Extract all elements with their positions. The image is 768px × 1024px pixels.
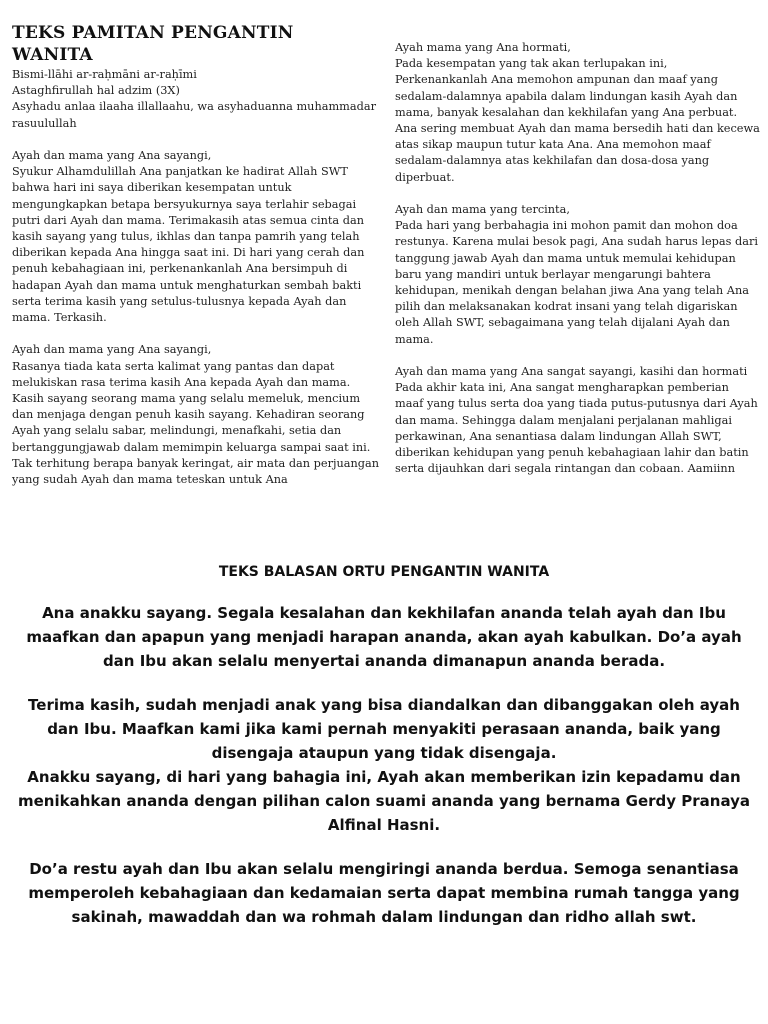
farewell-paragraph: Ayah dan mama yang tercinta, Pada hari yang berbahagia ini mohon pamit dan mohon doa restunya. Karena mulai besok pagi, Ana sudah harus lepas dari tanggung jawab Ayah dan mama untuk memulai kehidupan baru yang mandiri untuk berlayar mengarungi bahtera kehidupan, menikah dengan belahan jiwa Ana yang telah Ana pilih dan melaksanakan kodrat insani yang telah digariskan oleh Allah SWT, sebagaimana yang telah dijalani Ayah dan mama.	[395, 203, 758, 346]
opening-prayer-paragraph: Bismi-llāhi ar-raḥmāni ar-raḥīmi Astaghfirullah hal adzim (3X) Asyhadu anlaa ilaaha illallaahu, wa asyhaduanna muhammadar rasuulullah	[12, 68, 376, 130]
gratitude-paragraph: Ayah dan mama yang Ana sayangi, Syukur Alhamdulillah Ana panjatkan ke hadirat Allah SWT bahwa hari ini saya diberikan kesempatan untuk mengungkapkan betapa bersyukurnya saya terlahir sebagai putri dari Ayah dan mama. Terimakasih atas semua cinta dan kasih sayang yang tulus, ikhlas dan tanpa pamrih yang telah diberikan kepada Ana hingga saat ini. Di hari yang cerah dan penuh kebahagiaan ini, perkenankanlah Ana bersimpuh di hadapan Ayah dan mama untuk menghaturkan sembah bakti serta terima kasih yang setulus-tulusnya kepada Ayah dan mama. Terkasih.	[12, 149, 365, 325]
reply-paragraph-forgiveness: Ana anakku sayang. Segala kesalahan dan kekhilafan ananda telah ayah dan Ibu maafkan dan apapun yang menjadi harapan ananda, akan ayah kabulkan. Do’a ayah dan Ibu akan selalu menyertai ananda dimanapun ananda berada.	[26, 604, 742, 670]
reply-section	[10, 562, 758, 949]
reply-paragraph-blessing: Do’a restu ayah dan Ibu akan selalu mengiringi ananda berdua. Semoga senantiasa memperoleh kebahagiaan dan kedamaian serta dapat membina rumah tangga yang sakinah, mawaddah dan wa rohmah dalam lindungan dan ridho allah swt.	[28, 860, 740, 926]
reply-paragraph-permission: Anakku sayang, di hari yang bahagia ini, Ayah akan memberikan izin kepadamu dan menikahkan ananda dengan pilihan calon suami ananda yang bernama Gerdy Pranaya Alfinal Hasni.	[17, 768, 751, 834]
closing-paragraph: Ayah dan mama yang Ana sangat sayangi, kasihi dan hormati Pada akhir kata ini, Ana sangat mengharapkan pemberian maaf yang tulus serta doa yang tiada putus-putusnya dari Ayah dan mama. Sehingga dalam menjalani perjalanan mahligai perkawinan, Ana senantiasa dalam lindungan Allah SWT, diberikan kehidupan yang penuh kebahagiaan lahir dan batin serta dijauhkan dari segala rintangan dan cobaan. Aamiinn	[395, 365, 758, 476]
reply-title: TEKS BALASAN ORTU PENGANTIN WANITA	[218, 564, 550, 580]
right-column	[395, 40, 760, 494]
apology-paragraph: Ayah mama yang Ana hormati, Pada kesempatan yang tak akan terlupakan ini, Perkenankanlah Ana memohon ampunan dan maaf yang sedalam-dalamnya apabila dalam lindungan kasih Ayah dan mama, banyak kesalahan dan kekhilafan yang Ana perbuat. Ana sering membuat Ayah dan mama bersedih hati dan kecewa atas sikap maupun tutur kata Ana. Ana memohon maaf sedalam-dalamnya atas kekhilafan dan dosa-dosa yang diperbuat.	[395, 41, 760, 184]
left-column	[12, 22, 380, 504]
reply-paragraph-thanks: Terima kasih, sudah menjadi anak yang bisa diandalkan dan dibanggakan oleh ayah dan Ibu. Maafkan kami jika kami pernah menyakiti perasaan ananda, baik yang disengaja ataupun yang tidak disengaja.	[28, 696, 740, 762]
thanks-parents-paragraph: Ayah dan mama yang Ana sayangi, Rasanya tiada kata serta kalimat yang pantas dan dapat melukiskan rasa terima kasih Ana kepada Ayah dan mama. Kasih sayang seorang mama yang selalu memeluk, mencium dan menjaga dengan penuh kasih sayang. Kehadiran seorang Ayah yang selalu sabar, melindungi, menafkahi, setia dan bertanggungjawab dalam memimpin keluarga sampai saat ini. Tak terhitung berapa banyak keringat, air mata dan perjuangan yang sudah Ayah dan mama teteskan untuk Ana	[12, 343, 380, 487]
document-title: TEKS PAMITAN PENGANTIN WANITA	[12, 23, 294, 65]
